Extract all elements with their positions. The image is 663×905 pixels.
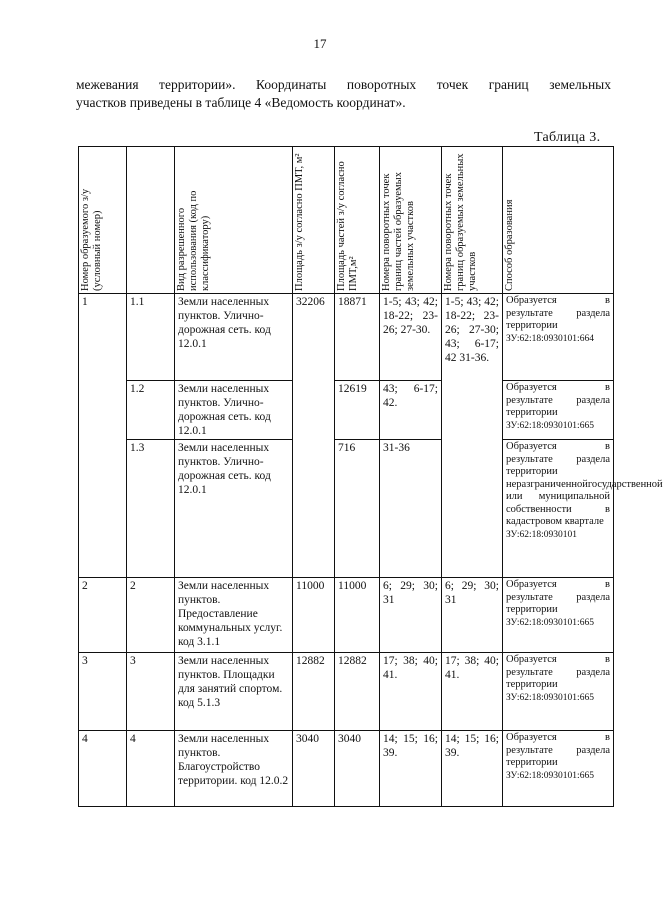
cadastral-number: ЗУ:62:18:0930101:665 <box>506 692 594 703</box>
part-points-cell: 43; 6-17; 42. <box>380 381 442 440</box>
cadastral-number: ЗУ:62:18:0930101 <box>506 529 578 540</box>
plot-number-cell: 2 <box>79 578 127 653</box>
method-text: Образуется в результате раздела территории <box>506 654 610 690</box>
intro-line-2: участков приведены в таблице 4 «Ведомость координат». <box>76 95 406 110</box>
plot-number-cell <box>79 440 127 578</box>
table-row <box>79 294 614 381</box>
area-cell: 3040 <box>293 731 335 807</box>
part-area-cell: 12619 <box>335 381 380 440</box>
method-text: Образуется в результате раздела территории <box>506 295 610 331</box>
formation-method-cell <box>503 440 663 578</box>
method-text: Образуется в результате раздела территории <box>506 732 610 768</box>
plot-number-cell: 4 <box>79 731 127 807</box>
part-area-cell: 3040 <box>335 731 380 807</box>
part-points-cell: 14; 15; 16; 39. <box>380 731 442 807</box>
header-permitted-use: Вид разрешенного использования (код по классификатору) <box>175 147 293 294</box>
subnumber-cell: 1.3 <box>127 440 175 578</box>
table-row <box>79 381 614 440</box>
header-part-points: Номера поворотных точек границ частей образуемых земельных участков <box>380 147 442 294</box>
area-cell: 11000 <box>293 578 335 653</box>
intro-line-1: межевания территории». Координаты поворотных точек границ земельных <box>76 77 611 92</box>
subnumber-cell: 1.1 <box>127 294 175 381</box>
permitted-use-cell: Земли населенных пунктов. Улично-дорожная сеть. код 12.0.1 <box>175 440 293 578</box>
plot-number-cell: 3 <box>79 653 127 731</box>
part-area-cell: 11000 <box>335 578 380 653</box>
table-row <box>79 440 614 578</box>
method-text: Образуется в результате раздела территории <box>506 382 610 418</box>
land-plots-table <box>78 146 663 807</box>
method-text: Образуется в результате раздела территории <box>506 579 610 615</box>
plot-points-cell: 17; 38; 40; 41. <box>442 653 503 731</box>
formation-method-cell <box>503 653 614 731</box>
header-formation-method: Способ образования <box>503 147 614 294</box>
subnumber-cell: 4 <box>127 731 175 807</box>
permitted-use-cell: Земли населенных пунктов. Предоставление коммунальных услуг. код 3.1.1 <box>175 578 293 653</box>
cadastral-number: ЗУ:62:18:0930101:664 <box>506 333 594 344</box>
plot-points-cell: 1-5; 43; 42; 18-22; 23-26; 27-30; 43; 6-17; 42 31-36. <box>442 294 503 578</box>
subnumber-cell: 3 <box>127 653 175 731</box>
subnumber-cell: 2 <box>127 578 175 653</box>
table-row <box>79 653 614 731</box>
header-plot-number: Номер образуемого з/у (условный номер) <box>79 147 127 294</box>
table-row <box>79 731 614 807</box>
cadastral-number: ЗУ:62:18:0930101:665 <box>506 617 594 628</box>
permitted-use-cell: Земли населенных пунктов. Улично-дорожная сеть. код 12.0.1 <box>175 294 293 381</box>
part-points-cell: 6; 29; 30; 31 <box>380 578 442 653</box>
formation-method-cell <box>503 731 614 807</box>
table-header-row <box>79 147 614 294</box>
part-area-cell: 12882 <box>335 653 380 731</box>
table-caption: Таблица 3. <box>534 130 601 145</box>
cadastral-number: ЗУ:62:18:0930101:665 <box>506 420 594 431</box>
part-points-cell: 17; 38; 40; 41. <box>380 653 442 731</box>
header-part-area: Площадь частей з/у согласно ПМТ,м² <box>335 147 380 294</box>
intro-paragraph <box>76 76 611 112</box>
formation-method-cell <box>503 381 614 440</box>
part-points-cell: 31-36 <box>380 440 442 578</box>
area-cell: 32206 <box>293 294 335 578</box>
subnumber-cell: 1.2 <box>127 381 175 440</box>
plot-number-cell: 1 <box>79 294 127 381</box>
table-row <box>79 578 614 653</box>
cadastral-number: ЗУ:62:18:0930101:665 <box>506 770 594 781</box>
method-text: Образуется в результате раздела территории неразграниченнойгосударственной или муниципальной собственности в кадастровом квартале <box>506 441 663 527</box>
plot-points-cell: 6; 29; 30; 31 <box>442 578 503 653</box>
header-plot-points: Номера поворотных точек границ образуемых земельных участков <box>442 147 503 294</box>
part-area-cell: 18871 <box>335 294 380 381</box>
plot-number-cell <box>79 381 127 440</box>
part-area-cell: 716 <box>335 440 380 578</box>
permitted-use-cell: Земли населенных пунктов. Благоустройство территории. код 12.0.2 <box>175 731 293 807</box>
plot-points-cell: 14; 15; 16; 39. <box>442 731 503 807</box>
formation-method-cell <box>503 578 614 653</box>
part-points-cell: 1-5; 43; 42; 18-22; 23-26; 27-30. <box>380 294 442 381</box>
formation-method-cell <box>503 294 614 381</box>
area-cell: 12882 <box>293 653 335 731</box>
page-number: 17 <box>313 36 327 51</box>
permitted-use-cell: Земли населенных пунктов. Улично-дорожная сеть. код 12.0.1 <box>175 381 293 440</box>
permitted-use-cell: Земли населенных пунктов. Площадки для занятий спортом. код 5.1.3 <box>175 653 293 731</box>
header-area: Площадь з/у согласно ПМТ, м² <box>293 147 335 294</box>
header-subnumber <box>127 147 175 294</box>
